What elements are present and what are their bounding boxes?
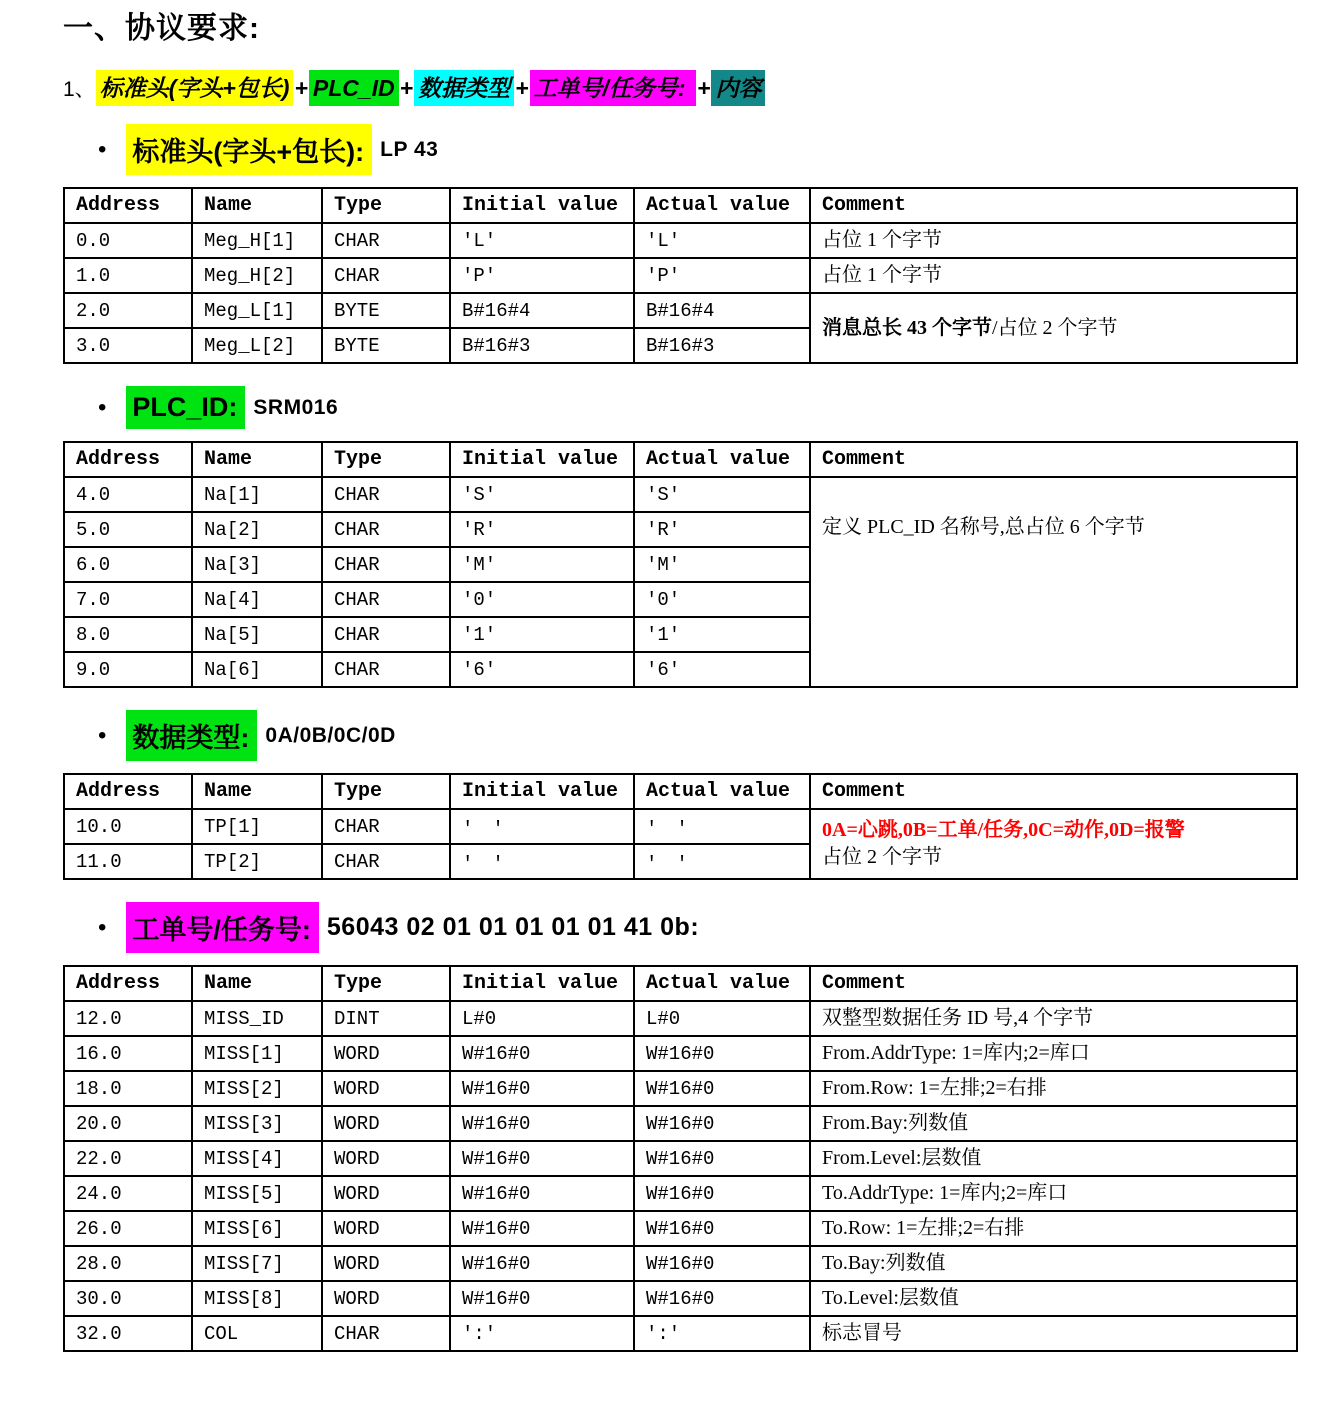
cell-address: 22.0 <box>64 1141 192 1176</box>
cell-type: CHAR <box>322 844 450 879</box>
cell-initial-value: 'M' <box>450 547 634 582</box>
formula-segment: 标准头(字头+包长) <box>96 70 294 106</box>
cell-actual-value: W#16#0 <box>634 1106 810 1141</box>
cell-comment: 占位 1 个字节 <box>810 223 1297 258</box>
table-row <box>64 1036 1297 1071</box>
cell-actual-value: W#16#0 <box>634 1071 810 1106</box>
cell-address: 16.0 <box>64 1036 192 1071</box>
cell-name: Na[1] <box>192 477 322 512</box>
formula-segment: PLC_ID <box>309 70 399 106</box>
cell-address: 8.0 <box>64 617 192 652</box>
data-type-table <box>63 773 1298 880</box>
table-row <box>64 293 1297 328</box>
cell-type: CHAR <box>322 652 450 687</box>
cell-initial-value: W#16#0 <box>450 1071 634 1106</box>
cell-type: CHAR <box>322 1316 450 1351</box>
bullet-icon: • <box>98 913 107 941</box>
cell-actual-value: ':' <box>634 1316 810 1351</box>
column-header: Actual value <box>634 188 810 223</box>
cell-name: Na[3] <box>192 547 322 582</box>
column-header: Comment <box>810 442 1297 477</box>
plc-id-table <box>63 441 1298 688</box>
cell-address: 32.0 <box>64 1316 192 1351</box>
cell-type: WORD <box>322 1211 450 1246</box>
table-row <box>64 1001 1297 1036</box>
cell-type: WORD <box>322 1176 450 1211</box>
cell-type: CHAR <box>322 582 450 617</box>
cell-comment: From.AddrType: 1=库内;2=库口 <box>810 1036 1297 1071</box>
cell-type: BYTE <box>322 293 450 328</box>
cell-type: CHAR <box>322 258 450 293</box>
cell-initial-value: B#16#3 <box>450 328 634 363</box>
cell-address: 0.0 <box>64 223 192 258</box>
section-heading: PLC_ID: <box>126 386 245 429</box>
formula-segment: 内容 <box>711 70 765 106</box>
cell-comment: From.Bay:列数值 <box>810 1106 1297 1141</box>
cell-actual-value: W#16#0 <box>634 1211 810 1246</box>
column-header: Comment <box>810 188 1297 223</box>
cell-type: CHAR <box>322 547 450 582</box>
cell-actual-value: ' ' <box>634 809 810 844</box>
cell-initial-value: B#16#4 <box>450 293 634 328</box>
cell-comment: To.Bay:列数值 <box>810 1246 1297 1281</box>
formula-segment: 数据类型 <box>414 70 514 106</box>
cell-comment: From.Row: 1=左排;2=右排 <box>810 1071 1297 1106</box>
cell-actual-value: 'L' <box>634 223 810 258</box>
cell-address: 18.0 <box>64 1071 192 1106</box>
cell-comment: From.Level:层数值 <box>810 1141 1297 1176</box>
cell-initial-value: '1' <box>450 617 634 652</box>
table-header-row <box>64 966 1297 1001</box>
cell-address: 4.0 <box>64 477 192 512</box>
cell-initial-value: W#16#0 <box>450 1141 634 1176</box>
cell-address: 24.0 <box>64 1176 192 1211</box>
cell-type: CHAR <box>322 512 450 547</box>
column-header: Type <box>322 442 450 477</box>
cell-initial-value: W#16#0 <box>450 1246 634 1281</box>
formula-segment: + <box>294 75 308 101</box>
cell-comment: 定义 PLC_ID 名称号,总占位 6 个字节 <box>810 477 1297 687</box>
cell-address: 1.0 <box>64 258 192 293</box>
cell-name: MISS[5] <box>192 1176 322 1211</box>
section-heading-value: LP 43 <box>380 137 439 161</box>
column-header: Comment <box>810 966 1297 1001</box>
cell-actual-value: W#16#0 <box>634 1176 810 1211</box>
table-row <box>64 1141 1297 1176</box>
cell-type: CHAR <box>322 477 450 512</box>
work-order-table <box>63 965 1298 1352</box>
formula-segments <box>96 76 766 101</box>
cell-address: 2.0 <box>64 293 192 328</box>
cell-name: MISS[3] <box>192 1106 322 1141</box>
column-header: Address <box>64 442 192 477</box>
column-header: Type <box>322 188 450 223</box>
cell-name: MISS[2] <box>192 1071 322 1106</box>
table-row <box>64 223 1297 258</box>
cell-actual-value: W#16#0 <box>634 1246 810 1281</box>
cell-type: WORD <box>322 1246 450 1281</box>
cell-initial-value: ' ' <box>450 809 634 844</box>
cell-type: WORD <box>322 1281 450 1316</box>
cell-type: CHAR <box>322 809 450 844</box>
column-header: Comment <box>810 774 1297 809</box>
cell-address: 12.0 <box>64 1001 192 1036</box>
cell-type: CHAR <box>322 223 450 258</box>
cell-actual-value: 'P' <box>634 258 810 293</box>
cell-name: MISS[4] <box>192 1141 322 1176</box>
cell-initial-value: '6' <box>450 652 634 687</box>
table-row <box>64 1246 1297 1281</box>
cell-initial-value: 'L' <box>450 223 634 258</box>
cell-comment: 标志冒号 <box>810 1316 1297 1351</box>
page-title: 一、协议要求: <box>63 12 260 45</box>
cell-initial-value: W#16#0 <box>450 1106 634 1141</box>
cell-name: Meg_H[2] <box>192 258 322 293</box>
cell-actual-value: 'S' <box>634 477 810 512</box>
cell-address: 30.0 <box>64 1281 192 1316</box>
standard-header-table <box>63 187 1298 364</box>
cell-name: Na[6] <box>192 652 322 687</box>
cell-address: 20.0 <box>64 1106 192 1141</box>
bullet-icon: • <box>98 135 107 163</box>
cell-address: 10.0 <box>64 809 192 844</box>
column-header: Initial value <box>450 774 634 809</box>
cell-name: Na[5] <box>192 617 322 652</box>
cell-name: Meg_H[1] <box>192 223 322 258</box>
table-header-row <box>64 188 1297 223</box>
table-row <box>64 1071 1297 1106</box>
section-heading-row-standard-header <box>98 124 1344 175</box>
cell-actual-value: 'M' <box>634 547 810 582</box>
cell-address: 5.0 <box>64 512 192 547</box>
cell-name: TP[2] <box>192 844 322 879</box>
table-row <box>64 809 1297 844</box>
column-header: Initial value <box>450 966 634 1001</box>
cell-name: Meg_L[1] <box>192 293 322 328</box>
cell-comment: 消息总长 43 个字节/占位 2 个字节 <box>810 293 1297 363</box>
table-row <box>64 1211 1297 1246</box>
column-header: Address <box>64 188 192 223</box>
cell-initial-value: ' ' <box>450 844 634 879</box>
formula-segment: + <box>697 75 711 101</box>
section-heading: 标准头(字头+包长): <box>126 124 372 175</box>
section-heading-row-data-type <box>98 710 1344 761</box>
table-header-row <box>64 442 1297 477</box>
cell-actual-value: W#16#0 <box>634 1281 810 1316</box>
cell-initial-value: 'S' <box>450 477 634 512</box>
cell-initial-value: 'R' <box>450 512 634 547</box>
cell-comment: To.AddrType: 1=库内;2=库口 <box>810 1176 1297 1211</box>
list-number: 1、 <box>63 78 96 101</box>
cell-address: 7.0 <box>64 582 192 617</box>
cell-type: BYTE <box>322 328 450 363</box>
table-row <box>64 258 1297 293</box>
protocol-formula-line <box>63 68 1344 110</box>
cell-name: MISS[1] <box>192 1036 322 1071</box>
section-heading: 工单号/任务号: <box>126 902 319 953</box>
section-heading-row-plc-id <box>98 386 1344 429</box>
cell-type: WORD <box>322 1106 450 1141</box>
column-header: Address <box>64 966 192 1001</box>
section-heading: 数据类型: <box>126 710 257 761</box>
cell-name: MISS[8] <box>192 1281 322 1316</box>
cell-type: WORD <box>322 1036 450 1071</box>
cell-actual-value: '0' <box>634 582 810 617</box>
cell-initial-value: L#0 <box>450 1001 634 1036</box>
column-header: Type <box>322 774 450 809</box>
column-header: Initial value <box>450 188 634 223</box>
cell-name: MISS_ID <box>192 1001 322 1036</box>
cell-comment: 双整型数据任务 ID 号,4 个字节 <box>810 1001 1297 1036</box>
formula-segment: + <box>399 75 414 101</box>
table-row <box>64 1281 1297 1316</box>
cell-type: CHAR <box>322 617 450 652</box>
bullet-icon: • <box>98 393 107 421</box>
cell-address: 9.0 <box>64 652 192 687</box>
cell-comment: To.Level:层数值 <box>810 1281 1297 1316</box>
cell-name: Na[2] <box>192 512 322 547</box>
cell-initial-value: W#16#0 <box>450 1281 634 1316</box>
cell-initial-value: W#16#0 <box>450 1211 634 1246</box>
section-heading-row-work-order <box>98 902 1344 953</box>
cell-comment: 占位 1 个字节 <box>810 258 1297 293</box>
cell-comment: 0A=心跳,0B=工单/任务,0C=动作,0D=报警 占位 2 个字节 <box>810 809 1297 879</box>
table-row <box>64 1106 1297 1141</box>
cell-comment: To.Row: 1=左排;2=右排 <box>810 1211 1297 1246</box>
cell-actual-value: 'R' <box>634 512 810 547</box>
cell-actual-value: '1' <box>634 617 810 652</box>
cell-initial-value: '0' <box>450 582 634 617</box>
cell-initial-value: ':' <box>450 1316 634 1351</box>
cell-actual-value: W#16#0 <box>634 1141 810 1176</box>
column-header: Name <box>192 442 322 477</box>
cell-address: 3.0 <box>64 328 192 363</box>
cell-name: MISS[6] <box>192 1211 322 1246</box>
column-header: Initial value <box>450 442 634 477</box>
cell-address: 28.0 <box>64 1246 192 1281</box>
section-heading-value: 0A/0B/0C/0D <box>265 723 396 747</box>
column-header: Actual value <box>634 442 810 477</box>
column-header: Actual value <box>634 774 810 809</box>
cell-address: 11.0 <box>64 844 192 879</box>
column-header: Name <box>192 188 322 223</box>
table-row <box>64 477 1297 512</box>
section-heading-value: 56043 02 01 01 01 01 01 41 0b: <box>326 913 700 941</box>
cell-type: DINT <box>322 1001 450 1036</box>
cell-type: WORD <box>322 1071 450 1106</box>
cell-initial-value: W#16#0 <box>450 1036 634 1071</box>
formula-segment: + <box>515 75 529 101</box>
cell-address: 6.0 <box>64 547 192 582</box>
cell-actual-value: W#16#0 <box>634 1036 810 1071</box>
column-header: Actual value <box>634 966 810 1001</box>
cell-actual-value: B#16#3 <box>634 328 810 363</box>
cell-name: MISS[7] <box>192 1246 322 1281</box>
column-header: Address <box>64 774 192 809</box>
bullet-icon: • <box>98 721 107 749</box>
cell-initial-value: W#16#0 <box>450 1176 634 1211</box>
cell-name: TP[1] <box>192 809 322 844</box>
column-header: Name <box>192 966 322 1001</box>
cell-name: COL <box>192 1316 322 1351</box>
formula-segment: 工单号/任务号: <box>530 70 696 106</box>
table-header-row <box>64 774 1297 809</box>
cell-type: WORD <box>322 1141 450 1176</box>
cell-actual-value: B#16#4 <box>634 293 810 328</box>
column-header: Name <box>192 774 322 809</box>
cell-initial-value: 'P' <box>450 258 634 293</box>
cell-name: Meg_L[2] <box>192 328 322 363</box>
cell-actual-value: '6' <box>634 652 810 687</box>
cell-actual-value: ' ' <box>634 844 810 879</box>
cell-name: Na[4] <box>192 582 322 617</box>
section-heading-value: SRM016 <box>253 395 339 419</box>
column-header: Type <box>322 966 450 1001</box>
table-row <box>64 1316 1297 1351</box>
cell-actual-value: L#0 <box>634 1001 810 1036</box>
table-row <box>64 1176 1297 1211</box>
cell-address: 26.0 <box>64 1211 192 1246</box>
